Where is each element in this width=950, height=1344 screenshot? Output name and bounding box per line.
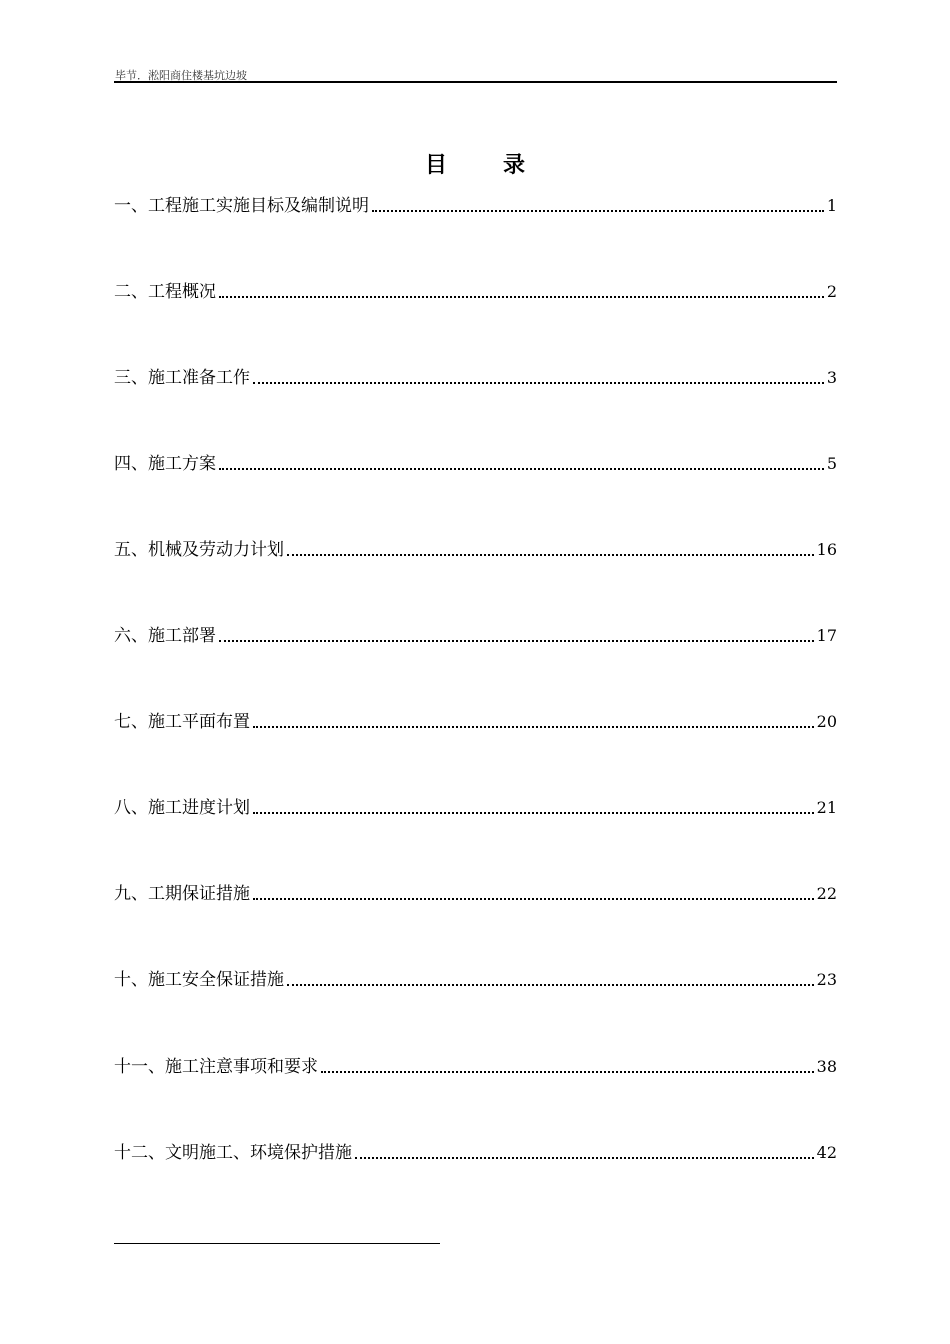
toc-dot-leader [355,1157,814,1159]
toc-entry-label: 四、施工方案 [114,454,216,474]
toc-entry[interactable] [114,882,837,906]
toc-entry-page: 21 [816,798,837,817]
toc-entry-label: 十一、施工注意事项和要求 [114,1057,318,1077]
toc-dot-leader [219,296,824,298]
toc-entry-label: 一、工程施工实施目标及编制说明 [114,196,369,216]
toc-entry-label: 三、施工准备工作 [114,368,250,388]
toc-entry-page: 22 [816,884,837,903]
toc-entry-page: 20 [816,712,837,731]
toc-entry-page: 42 [816,1143,837,1162]
toc-entry[interactable] [114,538,837,562]
toc-dot-leader [253,898,814,900]
toc-dot-leader [372,210,824,212]
toc-entry-page: 23 [816,970,837,989]
toc-entry[interactable] [114,624,837,648]
toc-entry[interactable] [114,1141,837,1165]
toc-entry-page: 2 [826,282,837,301]
toc-dot-leader [219,640,814,642]
toc-entry-label: 十二、文明施工、环境保护措施 [114,1143,352,1163]
toc-entry[interactable] [114,968,837,992]
toc-dot-leader [219,468,824,470]
toc-entry-label: 九、工期保证措施 [114,884,250,904]
toc-dot-leader [321,1071,814,1073]
toc-entry[interactable] [114,194,837,218]
toc-entry-label: 七、施工平面布置 [114,712,250,732]
toc-title: 目录 [424,152,581,178]
toc-dot-leader [253,382,824,384]
toc-entry[interactable] [114,710,837,734]
toc-dot-leader [287,984,814,986]
toc-dot-leader [253,812,814,814]
toc-entry-label: 二、工程概况 [114,282,216,302]
toc-entry-label: 六、施工部署 [114,626,216,646]
toc-entry-page: 5 [826,454,837,473]
toc-dot-leader [253,726,814,728]
footnote-separator [114,1243,440,1244]
toc-entry-page: 16 [816,540,837,559]
toc-entry-page: 17 [816,626,837,645]
toc-entry[interactable] [114,1055,837,1079]
toc-entry[interactable] [114,796,837,820]
toc-entry-page: 1 [826,196,837,215]
toc-entry-label: 五、机械及劳动力计划 [114,540,284,560]
toc-entry-page: 3 [826,368,837,387]
toc-dot-leader [287,554,814,556]
toc-entry[interactable] [114,366,837,390]
toc-entry[interactable] [114,280,837,304]
running-header: 毕节．淞阳商住楼基坑边坡 [115,69,247,82]
toc-entry-page: 38 [816,1057,837,1076]
toc-entry[interactable] [114,452,837,476]
toc-entry-label: 十、施工安全保证措施 [114,970,284,990]
toc-list [114,0,837,1344]
toc-entry-label: 八、施工进度计划 [114,798,250,818]
